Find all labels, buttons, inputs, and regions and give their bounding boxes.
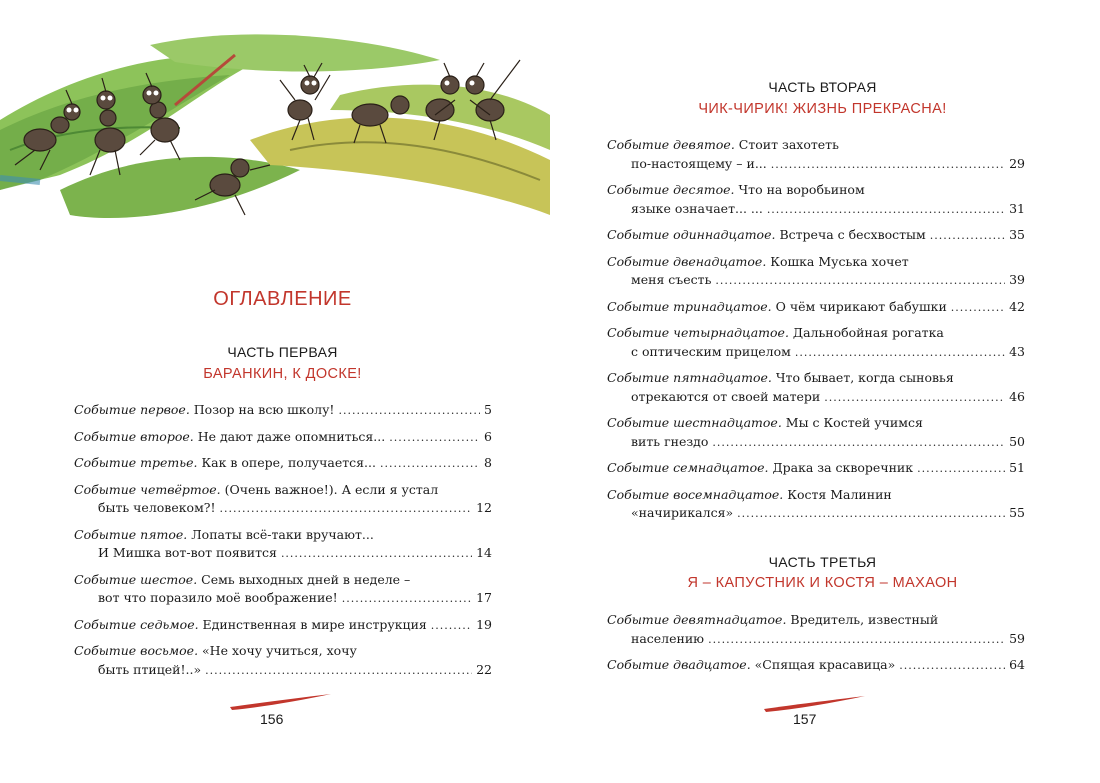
toc-entry-title: Что бывает, когда сыновья (775, 370, 954, 385)
toc-event-label: Событие тринадцатое. (607, 298, 772, 314)
toc-entry[interactable] (607, 459, 1025, 479)
toc-event-label: Событие восьмое. (74, 643, 199, 658)
toc-entry-line (607, 459, 1025, 479)
toc-event-label: Событие семнадцатое. (607, 460, 769, 475)
toc-part-three (607, 611, 1025, 683)
toc-entry[interactable] (607, 136, 1025, 174)
toc-leader-dots (281, 545, 472, 564)
toc-leader-dots (715, 272, 1005, 291)
toc-entry-title: отрекаются от своей матери (631, 388, 821, 404)
toc-leader-dots (930, 227, 1005, 246)
toc-event-label: Событие пятнадцатое. (607, 370, 772, 385)
toc-event-label: Событие второе. (74, 428, 194, 444)
toc-page-number: 6 (484, 428, 492, 444)
toc-page-number: 50 (1009, 433, 1025, 449)
toc-page-number: 29 (1009, 155, 1025, 171)
toc-event-label: Событие девятнадцатое. (607, 612, 787, 627)
toc-entry-title: Встреча с бесхвостым (779, 227, 926, 242)
toc-entry[interactable] (607, 324, 1025, 362)
toc-entry[interactable] (607, 253, 1025, 291)
toc-entry[interactable] (607, 414, 1025, 452)
toc-leader-dots (342, 590, 472, 609)
toc-leader-dots (338, 402, 480, 421)
toc-entry-title: «начирикался» (631, 505, 734, 520)
toc-event-label: Событие третье. (74, 455, 198, 470)
toc-leader-dots (431, 617, 472, 636)
toc-event-label: Событие десятое. (607, 182, 735, 197)
toc-page-number: 55 (1009, 505, 1025, 520)
toc-leader-dots (389, 429, 480, 448)
toc-entry-title: Мы с Костей учимся (785, 415, 923, 430)
toc-entry-line (74, 454, 492, 474)
toc-event-label: Событие одиннадцатое. (607, 227, 776, 242)
toc-leader-dots (951, 299, 1005, 318)
toc-entry-line (74, 401, 492, 421)
toc-leader-dots (380, 455, 480, 474)
toc-entry-title: Вредитель, известный (790, 612, 939, 627)
toc-entry-line (607, 253, 1025, 272)
toc-entry-line (607, 414, 1025, 433)
toc-entry[interactable] (607, 611, 1025, 649)
toc-leader-dots (712, 434, 1005, 453)
toc-entry-line (607, 388, 1025, 408)
toc-entry[interactable] (74, 454, 492, 474)
toc-event-label: Событие двадцатое. (607, 657, 751, 672)
toc-page-number: 42 (1009, 298, 1025, 314)
toc-event-label: Событие четырнадцатое. (607, 325, 789, 340)
toc-entry-title: языке означает... ... (631, 200, 763, 216)
page-number-right: 157 (793, 711, 817, 727)
toc-page-number: 17 (476, 590, 492, 605)
toc-entry-title: населению (631, 630, 705, 646)
toc-entry-line (74, 526, 492, 545)
toc-page-number: 39 (1009, 272, 1025, 287)
toc-leader-dots (220, 500, 473, 519)
toc-entry-title: Семь выходных дней в неделе – (201, 571, 411, 587)
toc-event-label: Событие восемнадцатое. (607, 486, 784, 502)
toc-event-label: Событие шестнадцатое. (607, 415, 782, 430)
toc-entry[interactable] (607, 298, 1025, 318)
toc-page-number: 46 (1009, 388, 1025, 404)
toc-leader-dots (899, 657, 1005, 676)
toc-entry[interactable] (607, 181, 1025, 219)
toc-entry-title: вить гнездо (631, 433, 709, 449)
toc-entry-title: с оптическим прицелом (631, 343, 791, 359)
toc-part-two (607, 136, 1025, 531)
toc-entry-line (74, 589, 492, 609)
toc-event-label: Событие двенадцатое. (607, 253, 767, 269)
toc-page-number: 14 (476, 545, 492, 560)
toc-entry[interactable] (607, 369, 1025, 407)
toc-entry-title: «Спящая красавица» (754, 657, 896, 672)
toc-entry-line (607, 630, 1025, 650)
toc-entry-line (74, 642, 492, 661)
toc-leader-dots (708, 631, 1005, 650)
toc-entry[interactable] (74, 526, 492, 564)
page-number-left: 156 (260, 711, 284, 727)
toc-entry-title: Единственная в мире инструкция (202, 616, 427, 632)
toc-entry-line (607, 271, 1025, 291)
toc-entry[interactable] (74, 616, 492, 636)
toc-entry-line (74, 616, 492, 636)
toc-entry-title: «Не хочу учиться, хочу (202, 643, 357, 658)
toc-entry[interactable] (74, 401, 492, 421)
toc-leader-dots (205, 662, 472, 681)
toc-event-label: Событие пятое. (74, 526, 188, 542)
toc-leader-dots (795, 344, 1005, 363)
toc-entry[interactable] (607, 656, 1025, 676)
toc-entry-line (607, 200, 1025, 220)
toc-entry-line (607, 324, 1025, 343)
toc-page-number: 12 (476, 500, 492, 515)
toc-entry-line (607, 486, 1025, 505)
toc-entry[interactable] (74, 481, 492, 519)
toc-entry-title: меня съесть (631, 272, 712, 287)
toc-entry-title: Лопаты всё-таки вручают... (191, 526, 374, 542)
toc-page-number: 64 (1009, 657, 1025, 672)
part-three-subtitle: Я – КАПУСТНИК И КОСТЯ – МАХАОН (687, 575, 958, 591)
toc-page-number: 8 (484, 455, 492, 470)
toc-entry-line (74, 499, 492, 519)
toc-entry-title: Как в опере, получается... (201, 455, 376, 470)
toc-entry-title: Драка за скворечник (772, 460, 914, 475)
toc-entry-line (74, 571, 492, 590)
part-two-title: ЧАСТЬ ВТОРАЯ (768, 79, 877, 95)
toc-entry[interactable] (74, 642, 492, 680)
part-one-title: ЧАСТЬ ПЕРВАЯ (227, 344, 338, 360)
toc-entry-title: быть человеком?! (98, 500, 216, 515)
toc-entry-line (607, 656, 1025, 676)
toc-entry-line (607, 155, 1025, 175)
toc-entry-title: Дальнобойная рогатка (792, 325, 944, 340)
toc-entry-line (607, 433, 1025, 453)
toc-entry-line (74, 661, 492, 681)
toc-entry-line (607, 181, 1025, 200)
toc-page-number: 5 (484, 402, 492, 417)
right-page (550, 0, 1100, 783)
contents-heading: ОГЛАВЛЕНИЕ (213, 288, 352, 310)
toc-entry-line (607, 343, 1025, 363)
toc-entry-title: Костя Малинин (787, 486, 892, 502)
toc-page-number: 19 (476, 616, 492, 632)
toc-leader-dots (917, 460, 1005, 479)
toc-entry-line (607, 298, 1025, 318)
toc-entry-title: быть птицей!..» (98, 661, 202, 677)
toc-entry-line (74, 544, 492, 564)
part-two-subtitle: ЧИК-ЧИРИК! ЖИЗНЬ ПРЕКРАСНА! (698, 101, 947, 117)
toc-entry-title: И Мишка вот-вот появится (98, 545, 277, 560)
toc-leader-dots (824, 389, 1005, 408)
toc-entry[interactable] (74, 571, 492, 609)
ants-on-leaves-illustration (0, 0, 550, 230)
toc-entry-title: Позор на всю школу! (193, 402, 335, 417)
toc-entry-line (607, 504, 1025, 524)
toc-event-label: Событие четвёртое. (74, 481, 221, 497)
toc-entry-title: вот что поразило моё воображение! (98, 590, 338, 605)
toc-entry-title: Кошка Муська хочет (770, 253, 909, 269)
toc-leader-dots (737, 505, 1005, 524)
toc-entry-line (74, 428, 492, 448)
toc-entry-line (607, 369, 1025, 388)
red-brush-stroke-left (228, 693, 333, 711)
toc-entry-title: Не дают даже опомниться... (197, 428, 386, 444)
part-three-title: ЧАСТЬ ТРЕТЬЯ (768, 554, 877, 570)
toc-event-label: Событие седьмое. (74, 616, 199, 632)
toc-entry-title: О чём чирикают бабушки (775, 298, 947, 314)
toc-entry-line (74, 481, 492, 500)
toc-entry-title: Стоит захотеть (738, 137, 839, 152)
toc-entry[interactable] (74, 428, 492, 448)
toc-entry-title: Что на воробьином (738, 182, 865, 197)
toc-entry-line (607, 226, 1025, 246)
toc-entry[interactable] (607, 226, 1025, 246)
toc-entry-title: по-настоящему – и... (631, 155, 767, 171)
toc-entry-line (607, 136, 1025, 155)
toc-event-label: Событие девятое. (607, 137, 735, 152)
part-one-subtitle: БАРАНКИН, К ДОСКЕ! (203, 366, 362, 382)
toc-page-number: 31 (1009, 200, 1025, 216)
toc-left (74, 401, 492, 687)
toc-entry-title: (Очень важное!). А если я устал (224, 481, 439, 497)
toc-page-number: 35 (1009, 227, 1025, 242)
toc-page-number: 51 (1009, 460, 1025, 475)
toc-page-number: 43 (1009, 343, 1025, 359)
toc-page-number: 59 (1009, 630, 1025, 646)
toc-page-number: 22 (476, 661, 492, 677)
toc-event-label: Событие первое. (74, 402, 190, 417)
toc-entry[interactable] (607, 486, 1025, 524)
toc-entry-line (607, 611, 1025, 630)
toc-leader-dots (771, 156, 1005, 175)
toc-event-label: Событие шестое. (74, 571, 198, 587)
toc-leader-dots (767, 201, 1005, 220)
